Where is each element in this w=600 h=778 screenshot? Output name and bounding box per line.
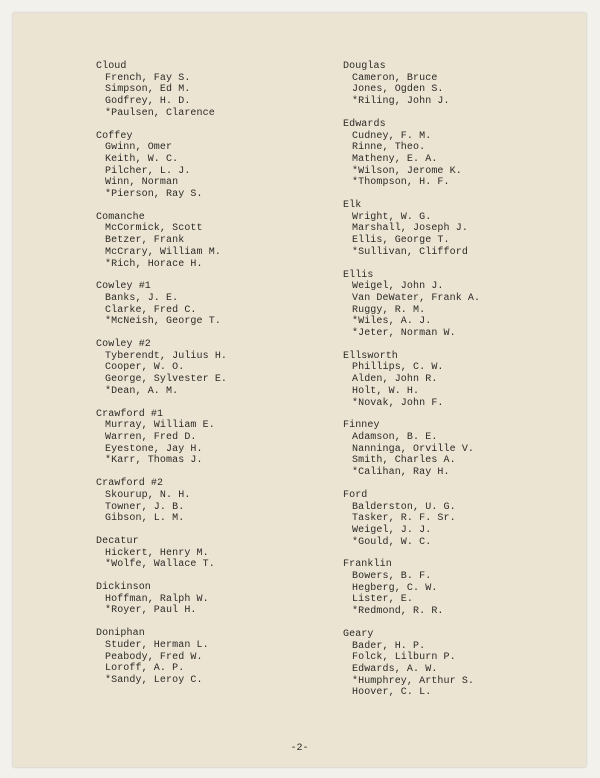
person-name: Skourup, N. H. [105, 489, 191, 501]
person-name: *Wolfe, Wallace T. [105, 559, 215, 571]
county-name: Comanche [96, 211, 145, 223]
person-name: Peabody, Fred W. [105, 651, 203, 663]
person-name: Bowers, B. F. [352, 571, 432, 583]
person-name: McCrary, William M. [105, 246, 221, 258]
person-name: Nanninga, Orville V. [352, 443, 475, 455]
county-block [96, 212, 356, 271]
county-block [96, 536, 356, 571]
county-block [343, 200, 586, 259]
county-block [96, 131, 356, 201]
county-name: Crawford #2 [96, 478, 164, 490]
person-name: Weigel, John J. [352, 281, 444, 293]
person-name: French, Fay S. [105, 72, 191, 84]
person-name: Marshall, Joseph J. [352, 223, 468, 235]
county-name: Franklin [343, 559, 392, 571]
county-block [96, 409, 356, 468]
county-block [96, 582, 356, 617]
person-name: Weigel, J. J. [352, 524, 432, 536]
county-block [343, 351, 586, 410]
person-name: *Gould, W. C. [352, 536, 432, 548]
page-number: -2- [290, 743, 309, 754]
person-name: Ruggy, R. M. [352, 304, 426, 316]
right-column [343, 61, 586, 710]
person-name: *Calihan, Ray H. [352, 467, 450, 479]
county-block [343, 629, 586, 699]
person-name: *Sullivan, Clifford [352, 246, 468, 258]
person-name: Towner, J. B. [105, 501, 185, 513]
person-name: *Jeter, Norman W. [352, 328, 456, 340]
person-name: *Novak, John F. [352, 397, 444, 409]
person-name: *Riling, John J. [352, 96, 450, 108]
person-name: *Thompson, H. F. [352, 177, 450, 189]
county-block [343, 61, 586, 108]
person-name: Rinne, Theo. [352, 142, 426, 154]
document-page [13, 13, 586, 767]
person-name: *Dean, A. M. [105, 385, 179, 397]
person-name: Warren, Fred D. [105, 431, 197, 443]
county-name: Crawford #1 [96, 408, 164, 420]
person-name: Holt, W. H. [352, 385, 420, 397]
person-name: Cudney, F. M. [352, 130, 432, 142]
county-block [343, 420, 586, 479]
person-name: George, Sylvester E. [105, 374, 228, 386]
person-name: Tyberendt, Julius H. [105, 350, 228, 362]
person-name: *Wiles, A. J. [352, 316, 432, 328]
person-name: Bader, H. P. [352, 640, 426, 652]
person-name: Pilcher, L. J. [105, 165, 191, 177]
person-name: *Wilson, Jerome K. [352, 165, 462, 177]
person-name: Betzer, Frank [105, 235, 185, 247]
person-name: *McNeish, George T. [105, 316, 221, 328]
person-name: Phillips, C. W. [352, 362, 444, 374]
person-name: *Rich, Horace H. [105, 258, 203, 270]
person-name: *Humphrey, Arthur S. [352, 675, 475, 687]
county-name: Edwards [343, 118, 386, 130]
person-name: Eyestone, Jay H. [105, 443, 203, 455]
left-column [96, 61, 356, 698]
county-name: Geary [343, 628, 374, 640]
person-name: Hoover, C. L. [352, 687, 432, 699]
person-name: Hegberg, C. W. [352, 582, 438, 594]
person-name: Cooper, W. O. [105, 362, 185, 374]
person-name: Banks, J. E. [105, 292, 179, 304]
person-name: Tasker, R. F. Sr. [352, 513, 456, 525]
person-name: Edwards, A. W. [352, 663, 438, 675]
county-block [96, 281, 356, 328]
county-name: Coffey [96, 130, 133, 142]
person-name: *Karr, Thomas J. [105, 455, 203, 467]
person-name: Jones, Ogden S. [352, 84, 444, 96]
person-name: Hickert, Henry M. [105, 547, 209, 559]
person-name: McCormick, Scott [105, 223, 203, 235]
county-block [96, 339, 356, 398]
person-name: Lister, E. [352, 594, 414, 606]
person-name: Wright, W. G. [352, 211, 432, 223]
county-name: Douglas [343, 61, 386, 72]
county-block [343, 270, 586, 340]
person-name: Folck, Lilburn P. [352, 652, 456, 664]
person-name: Gibson, L. M. [105, 513, 185, 525]
person-name: Van DeWater, Frank A. [352, 292, 481, 304]
person-name: *Royer, Paul H. [105, 605, 197, 617]
person-name: Balderston, U. G. [352, 501, 456, 513]
person-name: *Paulsen, Clarence [105, 107, 215, 119]
county-name: Ellsworth [343, 350, 398, 362]
county-block [96, 478, 356, 525]
person-name: Cameron, Bruce [352, 72, 438, 84]
county-block [343, 559, 586, 618]
person-name: Smith, Charles A. [352, 455, 456, 467]
county-block [343, 490, 586, 549]
county-name: Finney [343, 420, 380, 432]
county-name: Cloud [96, 61, 127, 72]
person-name: *Pierson, Ray S. [105, 189, 203, 201]
person-name: Gwinn, Omer [105, 142, 173, 154]
person-name: Hoffman, Ralph W. [105, 593, 209, 605]
person-name: Ellis, George T. [352, 235, 450, 247]
person-name: Studer, Herman L. [105, 639, 209, 651]
county-block [96, 61, 356, 120]
person-name: Alden, John R. [352, 374, 438, 386]
county-name: Elk [343, 200, 362, 212]
county-block [343, 119, 586, 189]
county-name: Doniphan [96, 628, 145, 640]
county-name: Cowley #1 [96, 281, 151, 293]
person-name: Simpson, Ed M. [105, 84, 191, 96]
county-block [96, 628, 356, 687]
county-name: Decatur [96, 535, 139, 547]
person-name: Winn, Norman [105, 177, 179, 189]
person-name: Clarke, Fred C. [105, 304, 197, 316]
person-name: Loroff, A. P. [105, 663, 185, 675]
person-name: *Sandy, Leroy C. [105, 674, 203, 686]
county-name: Dickinson [96, 582, 151, 594]
county-name: Ellis [343, 269, 374, 281]
county-name: Ford [343, 489, 368, 501]
person-name: Matheny, E. A. [352, 153, 438, 165]
person-name: Murray, William E. [105, 420, 215, 432]
person-name: Keith, W. C. [105, 153, 179, 165]
county-name: Cowley #2 [96, 339, 151, 351]
person-name: Adamson, B. E. [352, 431, 438, 443]
person-name: *Redmond, R. R. [352, 606, 444, 618]
person-name: Godfrey, H. D. [105, 96, 191, 108]
